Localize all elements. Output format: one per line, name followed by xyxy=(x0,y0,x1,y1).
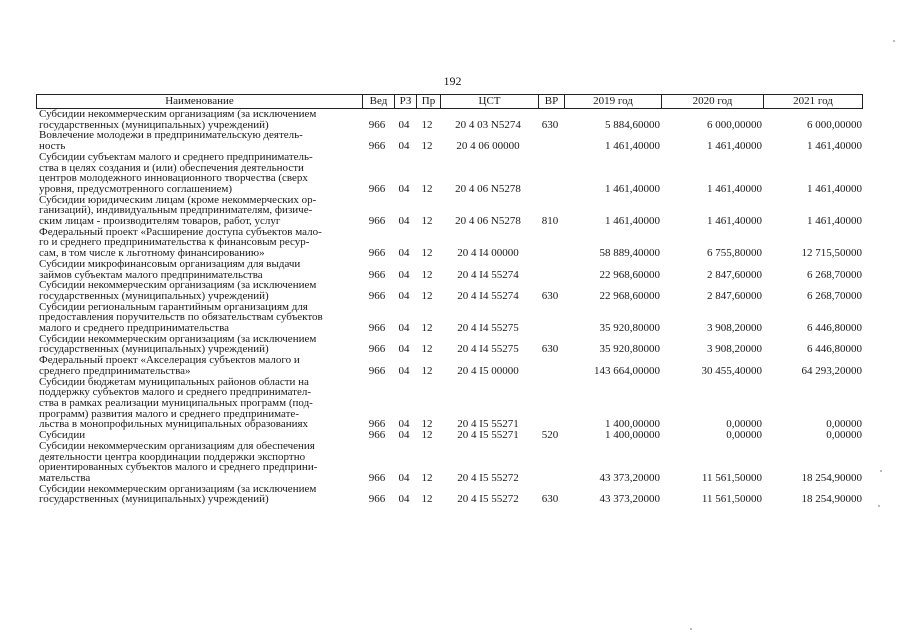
name-line: ганизаций), индивидуальным предпринимателям, физиче- xyxy=(39,204,313,217)
cell-rz: 04 xyxy=(398,343,410,356)
cell-2021: 1 461,40000 xyxy=(807,140,862,153)
name-line: мательства xyxy=(39,471,91,484)
cell-rz: 04 xyxy=(398,429,410,442)
cell-cst: 20 4 03 N5274 xyxy=(455,118,521,131)
cell-cst: 20 4 I5 55271 xyxy=(457,418,519,431)
cell-2019: 1 461,40000 xyxy=(605,182,660,195)
cell-cst: 20 4 I4 55275 xyxy=(457,343,519,356)
cell-rz: 04 xyxy=(398,268,410,281)
cell-name xyxy=(36,484,361,505)
cell-2020: 1 461,40000 xyxy=(707,140,762,153)
cell-name xyxy=(36,302,361,334)
cell-name xyxy=(36,130,361,151)
table-row xyxy=(36,355,863,376)
scan-speck xyxy=(880,470,882,472)
cell-2021: 12 715,50000 xyxy=(801,247,862,260)
table-row xyxy=(36,259,863,280)
name-line: деятельности центра координации поддержки экспортно xyxy=(39,450,306,463)
name-line: Субсидии некоммерческим организациям (за исключением xyxy=(39,482,317,495)
header-cst: ЦСТ xyxy=(440,95,538,108)
table-row xyxy=(36,441,863,484)
name-line: предоставления поручительств по обязательствам субъектов xyxy=(39,311,323,324)
cell-2020: 0,00000 xyxy=(726,418,762,431)
cell-pr: 12 xyxy=(421,429,433,442)
cell-ved: 966 xyxy=(368,247,386,260)
header-vr: ВР xyxy=(538,95,564,108)
cell-ved: 966 xyxy=(368,118,386,131)
cell-cst: 20 4 I5 55272 xyxy=(457,471,519,484)
scan-speck xyxy=(878,505,880,507)
cell-cst: 20 4 06 N5278 xyxy=(455,182,521,195)
cell-rz: 04 xyxy=(398,289,410,302)
cell-ved: 966 xyxy=(368,215,386,228)
cell-2020: 30 455,40000 xyxy=(701,364,762,377)
cell-2021: 6 446,80000 xyxy=(807,322,862,335)
name-line: ства в целях создания и (или) обеспечения деятельности xyxy=(39,161,304,174)
cell-2019: 5 884,60000 xyxy=(605,118,660,131)
cell-rz: 04 xyxy=(398,215,410,228)
cell-cst: 20 4 I5 55271 xyxy=(457,429,519,442)
cell-pr: 12 xyxy=(421,322,433,335)
name-line: Субсидии региональным гарантийным организациям для xyxy=(39,300,308,313)
cell-cst: 20 4 I5 55272 xyxy=(457,493,519,506)
cell-2019: 22 968,60000 xyxy=(599,289,660,302)
name-line: Субсидии юридическим лицам (кроме некоммерческих ор- xyxy=(39,193,317,206)
name-line: ность xyxy=(39,140,66,153)
cell-rz: 04 xyxy=(398,418,410,431)
cell-name xyxy=(36,355,361,376)
cell-2021: 0,00000 xyxy=(826,429,862,442)
cell-rz: 04 xyxy=(398,493,410,506)
cell-2020: 11 561,50000 xyxy=(701,493,762,506)
name-line: государственных (муниципальных) учреждений) xyxy=(39,289,269,302)
name-line: Федеральный проект «Акселерация субъектов малого и xyxy=(39,354,300,367)
cell-2019: 143 664,00000 xyxy=(594,364,660,377)
cell-2019: 1 461,40000 xyxy=(605,140,660,153)
cell-2019: 1 400,00000 xyxy=(605,429,660,442)
table-row xyxy=(36,280,863,301)
table-row xyxy=(36,302,863,334)
cell-rz: 04 xyxy=(398,118,410,131)
name-line: программ) развития малого и среднего предпринимате- xyxy=(39,407,299,420)
cell-cst: 20 4 I4 55275 xyxy=(457,322,519,335)
cell-rz: 04 xyxy=(398,140,410,153)
scan-speck xyxy=(893,40,895,42)
cell-2019: 35 920,80000 xyxy=(599,322,660,335)
name-line: ским лицам - производителям товаров, работ, услуг xyxy=(39,215,281,228)
name-line: Субсидии некоммерческим организациям (за исключением xyxy=(39,332,317,345)
cell-ved: 966 xyxy=(368,343,386,356)
cell-pr: 12 xyxy=(421,471,433,484)
cell-2020: 3 908,20000 xyxy=(707,343,762,356)
cell-2020: 3 908,20000 xyxy=(707,322,762,335)
budget-table xyxy=(36,94,863,505)
table-row xyxy=(36,109,863,130)
cell-rz: 04 xyxy=(398,471,410,484)
header-pr: Пр xyxy=(416,95,440,108)
cell-2019: 22 968,60000 xyxy=(599,268,660,281)
cell-pr: 12 xyxy=(421,418,433,431)
scan-speck xyxy=(690,628,692,630)
cell-2021: 1 461,40000 xyxy=(807,215,862,228)
cell-2021: 6 268,70000 xyxy=(807,268,862,281)
name-line: займов субъектам малого предпринимательства xyxy=(39,268,263,281)
header-name: Наименование xyxy=(165,95,234,107)
name-line: государственных (муниципальных) учреждений) xyxy=(39,118,269,131)
cell-2020: 2 847,60000 xyxy=(707,289,762,302)
cell-2019: 43 373,20000 xyxy=(599,493,660,506)
table-row xyxy=(36,130,863,151)
table-row xyxy=(36,377,863,431)
table-row xyxy=(36,334,863,355)
name-line: среднего предпринимательства» xyxy=(39,364,191,377)
cell-ved: 966 xyxy=(368,471,386,484)
cell-vr: 630 xyxy=(541,493,559,506)
name-line: ориентированных субъектов малого и среднего предприни- xyxy=(39,461,318,474)
cell-name xyxy=(36,109,361,130)
cell-name xyxy=(36,195,361,227)
header-ved: Вед xyxy=(362,95,394,108)
cell-pr: 12 xyxy=(421,343,433,356)
cell-ved: 966 xyxy=(368,322,386,335)
header-2021: 2021 год xyxy=(763,95,862,108)
cell-2021: 1 461,40000 xyxy=(807,182,862,195)
cell-vr: 630 xyxy=(541,118,559,131)
cell-2019: 58 889,40000 xyxy=(599,247,660,260)
cell-name xyxy=(36,280,361,301)
name-line: Субсидии субъектам малого и среднего предприниматель- xyxy=(39,150,313,163)
cell-ved: 966 xyxy=(368,493,386,506)
cell-ved: 966 xyxy=(368,289,386,302)
cell-ved: 966 xyxy=(368,418,386,431)
cell-2019: 35 920,80000 xyxy=(599,343,660,356)
table-row xyxy=(36,152,863,195)
name-line: уровня, предусмотренного соглашением) xyxy=(39,182,232,195)
cell-rz: 04 xyxy=(398,364,410,377)
cell-2019: 1 400,00000 xyxy=(605,418,660,431)
cell-ved: 966 xyxy=(368,429,386,442)
table-row xyxy=(36,227,863,259)
name-line: поддержку субъектов малого и среднего предпринимател- xyxy=(39,386,312,399)
cell-2020: 0,00000 xyxy=(726,429,762,442)
table-header xyxy=(36,94,863,109)
name-line: Субсидии бюджетам муниципальных районов области на xyxy=(39,375,309,388)
name-line: государственных (муниципальных) учреждений) xyxy=(39,493,269,506)
cell-name xyxy=(36,441,361,484)
name-line: малого и среднего предпринимательства xyxy=(39,322,230,335)
cell-ved: 966 xyxy=(368,140,386,153)
cell-vr: 630 xyxy=(541,289,559,302)
page-number: 192 xyxy=(443,74,462,88)
cell-cst: 20 4 I4 55274 xyxy=(457,268,519,281)
name-line: Федеральный проект «Расширение доступа субъектов мало- xyxy=(39,225,322,238)
cell-2020: 11 561,50000 xyxy=(701,471,762,484)
header-2019: 2019 год xyxy=(564,95,661,108)
cell-2021: 18 254,90000 xyxy=(801,493,862,506)
cell-pr: 12 xyxy=(421,140,433,153)
cell-2020: 2 847,60000 xyxy=(707,268,762,281)
cell-cst: 20 4 I5 00000 xyxy=(457,364,519,377)
cell-rz: 04 xyxy=(398,247,410,260)
cell-rz: 04 xyxy=(398,182,410,195)
name-line: Субсидии некоммерческим организациям (за исключением xyxy=(39,108,317,120)
name-line: Субсидии некоммерческим организациям (за исключением xyxy=(39,279,317,292)
cell-vr: 630 xyxy=(541,343,559,356)
cell-ved: 966 xyxy=(368,182,386,195)
cell-cst: 20 4 06 N5278 xyxy=(455,215,521,228)
cell-2020: 1 461,40000 xyxy=(707,182,762,195)
cell-pr: 12 xyxy=(421,364,433,377)
header-rz: РЗ xyxy=(394,95,416,108)
cell-2021: 6 446,80000 xyxy=(807,343,862,356)
cell-vr: 520 xyxy=(541,429,559,442)
cell-ved: 966 xyxy=(368,364,386,377)
cell-2020: 6 755,80000 xyxy=(707,247,762,260)
table-row xyxy=(36,484,863,505)
cell-pr: 12 xyxy=(421,268,433,281)
cell-pr: 12 xyxy=(421,289,433,302)
name-line: Субсидии некоммерческим организациям для обеспечения xyxy=(39,439,315,452)
cell-2021: 0,00000 xyxy=(826,418,862,431)
cell-cst: 20 4 06 00000 xyxy=(456,140,520,153)
cell-pr: 12 xyxy=(421,247,433,260)
cell-2021: 64 293,20000 xyxy=(801,364,862,377)
cell-pr: 12 xyxy=(421,182,433,195)
name-line: государственных (муниципальных) учреждений) xyxy=(39,343,269,356)
cell-2019: 43 373,20000 xyxy=(599,471,660,484)
cell-pr: 12 xyxy=(421,215,433,228)
name-line: центров молодежного инновационного творчества (сверх xyxy=(39,172,308,185)
cell-2020: 6 000,00000 xyxy=(707,118,762,131)
cell-name xyxy=(36,334,361,355)
cell-name xyxy=(36,259,361,280)
cell-pr: 12 xyxy=(421,493,433,506)
name-line: го и среднего предпринимательства к финансовым ресур- xyxy=(39,236,310,249)
cell-pr: 12 xyxy=(421,118,433,131)
cell-name xyxy=(36,227,361,259)
cell-rz: 04 xyxy=(398,322,410,335)
table-row xyxy=(36,195,863,227)
cell-name xyxy=(36,152,361,195)
cell-vr: 810 xyxy=(541,215,559,228)
cell-2019: 1 461,40000 xyxy=(605,215,660,228)
name-line: Вовлечение молодежи в предпринимательскую деятель- xyxy=(39,129,303,142)
name-line: сам, в том числе к льготному финансированию» xyxy=(39,247,265,260)
cell-2020: 1 461,40000 xyxy=(707,215,762,228)
name-line: льства в монопрофильных муниципальных образованиях xyxy=(39,418,309,431)
name-line: Субсидии xyxy=(39,429,86,442)
cell-cst: 20 4 I4 55274 xyxy=(457,289,519,302)
cell-2021: 6 000,00000 xyxy=(807,118,862,131)
name-line: Субсидии микрофинансовым организациям для выдачи xyxy=(39,257,301,270)
cell-2021: 18 254,90000 xyxy=(801,471,862,484)
table-body xyxy=(36,109,863,505)
cell-2021: 6 268,70000 xyxy=(807,289,862,302)
cell-cst: 20 4 I4 00000 xyxy=(457,247,519,260)
header-2020: 2020 год xyxy=(661,95,763,108)
name-line: ства в рамках реализации муниципальных программ (под- xyxy=(39,396,313,409)
cell-ved: 966 xyxy=(368,268,386,281)
cell-name xyxy=(36,377,361,431)
